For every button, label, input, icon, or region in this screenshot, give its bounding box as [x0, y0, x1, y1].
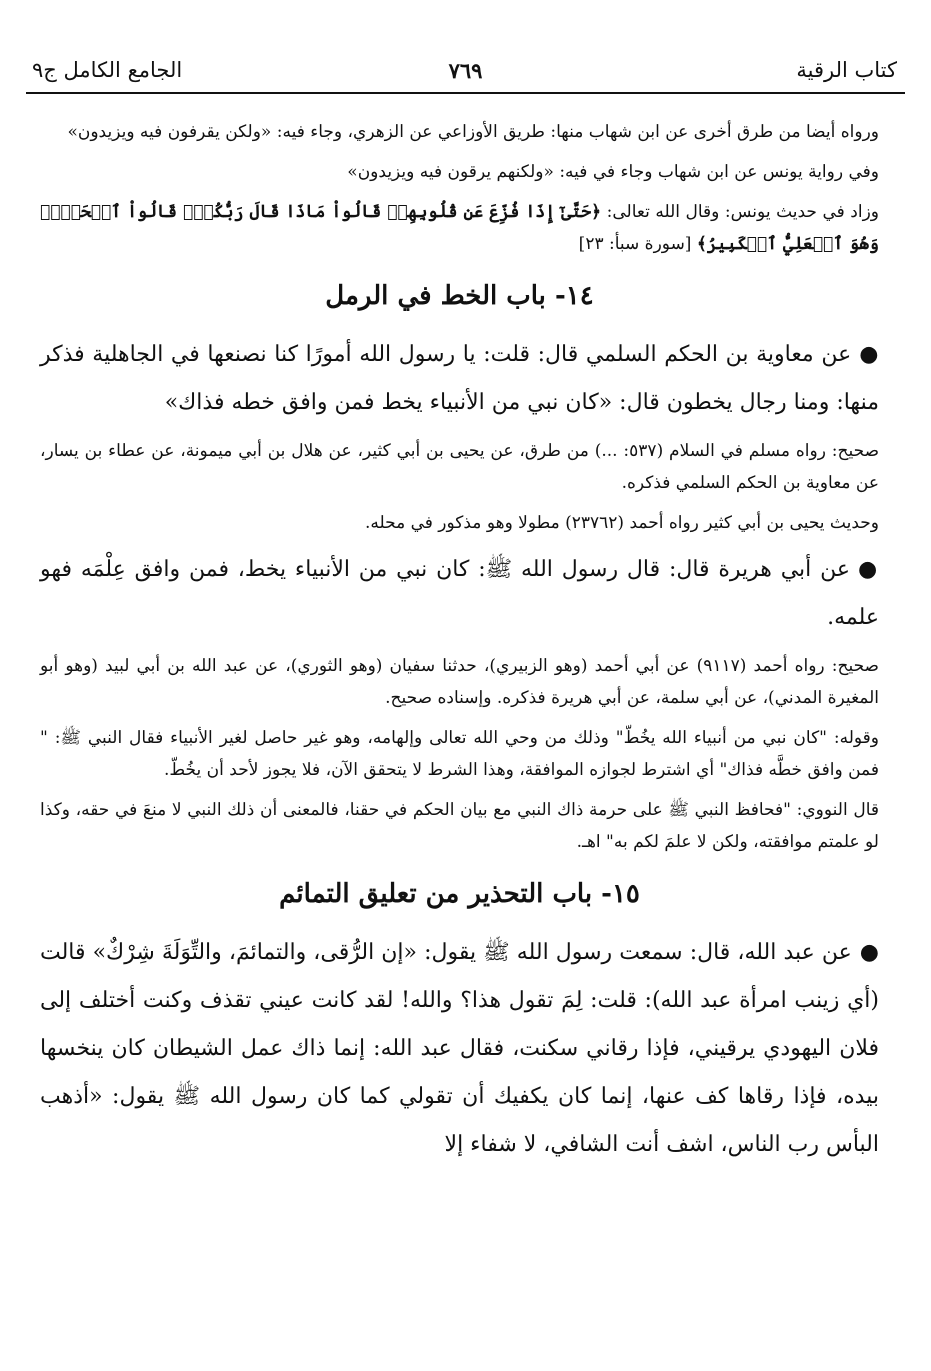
- hadith-abu-huraira: [40, 545, 879, 642]
- volume-title: الجامع الكامل ج٩: [32, 58, 183, 82]
- hadith-abdullah: [40, 928, 879, 1169]
- hadith-text: عن عبد الله، قال: سمعت رسول الله ﷺ يقول: «إن الرُّقى، والتمائمَ، والتِّوَلَةَ شِرْكٌ» قالت (أي زينب امرأة عبد الله): قلت: لِمَ تقول هذا؟ والله! لقد كانت عيني تقذف وكنت أختلف إلى فلان اليهودي يرقيني، فإذا رقاني سكنت، فقال عبد الله: إنما ذاك عمل الشيطان كان ينخسها بيده، فإذا رقاها كف عنها، إنما كان يكفيك أن تقولي كما كان رسول الله ﷺ يقول: «أذهب البأس رب الناس، اشف أنت الشافي، لا شفاء إلا: [40, 940, 879, 1157]
- bullet-icon: ●: [859, 341, 880, 367]
- commentary-note: وقوله: "كان نبي من أنبياء الله يخُطّ" وذلك من وحي الله تعالى وإلهامه، وهو غير حاصل لغير الأنبياء فقال النبي ﷺ: " فمن وافق خطَّه فذاك" أي اشترط لجوازه الموافقة، وهذا الشرط لا يتحقق الآن، فلا يجوز لأحد أن يخُطّ.: [40, 728, 879, 780]
- hadith-muawiya: [40, 330, 879, 427]
- section-heading-15: ١٥- باب التحذير من تعليق التمائم: [279, 879, 640, 909]
- nawawi-quote: قال النووي: "فحافظ النبي ﷺ على حرمة ذاك النبي مع بيان الحكم في حقنا، فالمعنى أن ذلك النبي لا منعَ في حقه، وكذا لو علمتم موافقته، ولكن لا علمَ لكم به" اهـ.: [40, 800, 879, 852]
- hadith-text: عن أبي هريرة قال: قال رسول الله ﷺ: كان نبي من الأنبياء يخط، فمن وافق عِلْمَه فهو علمه.: [40, 557, 879, 630]
- section-heading-14: ١٤- باب الخط في الرمل: [325, 281, 594, 311]
- quran-verse: ﴿حَتَّىٰٓ إِذَا فُزِّعَ عَن قُلُوبِهِمۡ قَالُواْ مَاذَا قَالَ رَبُّكُمۡۖ قَالُواْ ٱلۡحَقَّۖ وَهُوَ ٱلۡعَلِيُّ ٱلۡكَبِيرُ﴾: [40, 202, 879, 254]
- page-content: [40, 116, 879, 1169]
- takhrij-note-muslim: صحيح: رواه مسلم في السلام (٥٣٧: ...) من طرق، عن يحيى بن أبي كثير، عن هلال بن أبي ميمونة، عن عطاء بن يسار، عن معاوية بن الحكم السلمي فذكره.: [40, 441, 880, 493]
- takhrij-note-ahmad: وحديث يحيى بن أبي كثير رواه أحمد (٢٣٧٦٢) مطولا وهو مذكور في محله.: [364, 513, 879, 533]
- book-title: كتاب الرقية: [796, 58, 897, 82]
- page-header: [26, 42, 905, 94]
- quran-intro: وزاد في حديث يونس: وقال الله تعالى:: [606, 202, 879, 222]
- surah-reference: [سورة سبأ: ٢٣]: [578, 234, 692, 254]
- takhrij-note-ahmad-9117: صحيح: رواه أحمد (٩١١٧) عن أبي أحمد (وهو الزبيري)، حدثنا سفيان (وهو الثوري)، عن عبد الله بن أبي لبيد (وهو أبو المغيرة المدني)، عن أبي سلمة، عن أبي هريرة فذكره. وإسناده صحيح.: [40, 656, 879, 708]
- paragraph-awzai-narration: ورواه أيضا من طرق أخرى عن ابن شهاب منها: طريق الأوزاعي عن الزهري، وجاء فيه: «ولكن يقرفون فيه ويزيدون»: [67, 122, 879, 142]
- paragraph-yunus-narration: وفي رواية يونس عن ابن شهاب وجاء في فيه: «ولكنهم يرقون فيه ويزيدون»: [347, 162, 879, 182]
- paragraph-quran-citation: [40, 196, 879, 260]
- page-number: ٧٦٩: [448, 58, 483, 83]
- bullet-icon: ●: [857, 556, 879, 582]
- bullet-icon: ●: [859, 939, 879, 965]
- hadith-text: عن معاوية بن الحكم السلمي قال: قلت: يا رسول الله أمورًا كنا نصنعها في الجاهلية فذكر منها: ومنا رجال يخطون قال: «كان نبي من الأنبياء يخط فمن وافق خطه فذاك»: [40, 342, 879, 415]
